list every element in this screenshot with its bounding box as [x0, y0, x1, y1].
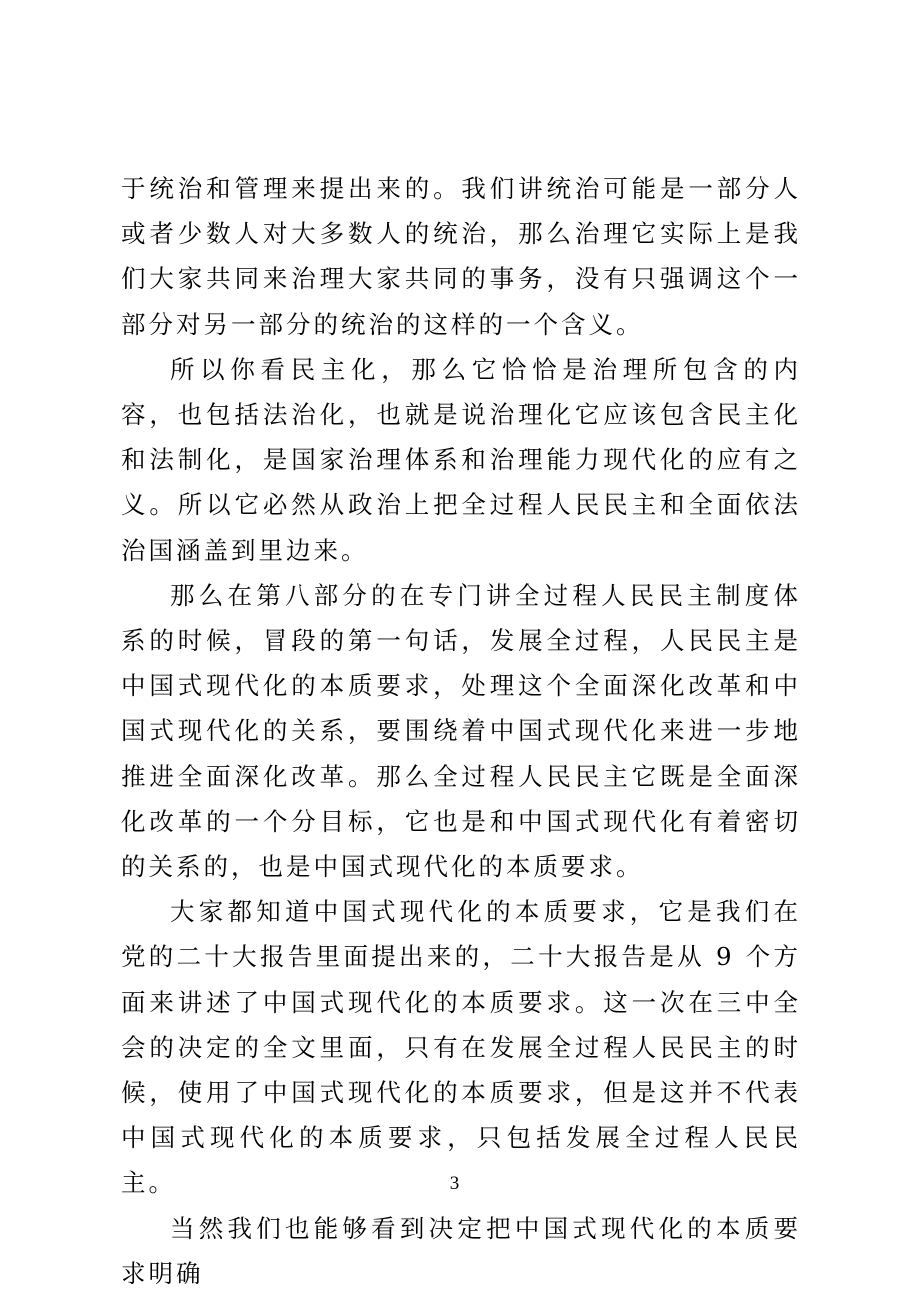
paragraph-2: 所以你看民主化，那么它恰恰是治理所包含的内容，也包括法治化，也就是说治理化它应该包含民主化和法制化，是国家治理体系和治理能力现代化的应有之义。所以它必然从政治上把全过程人民民主和全面依法治国涵盖到里边来。: [121, 354, 801, 565]
document-body: [121, 166, 801, 1296]
page-number: 3: [449, 1173, 460, 1194]
paragraph-3: 那么在第八部分的在专门讲全过程人民民主制度体系的时候，冒段的第一句话，发展全过程，人民民主是中国式现代化的本质要求，处理这个全面深化改革和中国式现代化的关系，要围绕着中国式现代化来进一步地推进全面深化改革。那么全过程人民民主它既是全面深化改革的一个分目标，它也是和中国式现代化有着密切的关系的，也是中国式现代化的本质要求。: [121, 580, 801, 882]
paragraph-5: 当然我们也能够看到决定把中国式现代化的本质要求明确: [121, 1213, 801, 1288]
paragraph-4: 大家都知道中国式现代化的本质要求，它是我们在党的二十大报告里面提出来的，二十大报告是从 9 个方面来讲述了中国式现代化的本质要求。这一次在三中全会的决定的全文里面，只有在发展全过程人民民主的时候，使用了中国式现代化的本质要求，但是这并不代表中国式现代化的本质要求，只包括发展全过程人民民主。: [121, 897, 801, 1198]
paragraph-1: 于统治和管理来提出来的。我们讲统治可能是一部分人或者少数人对大多数人的统治，那么治理它实际上是我们大家共同来治理大家共同的事务，没有只强调这个一部分对另一部分的统治的这样的一个含义。: [121, 174, 801, 339]
